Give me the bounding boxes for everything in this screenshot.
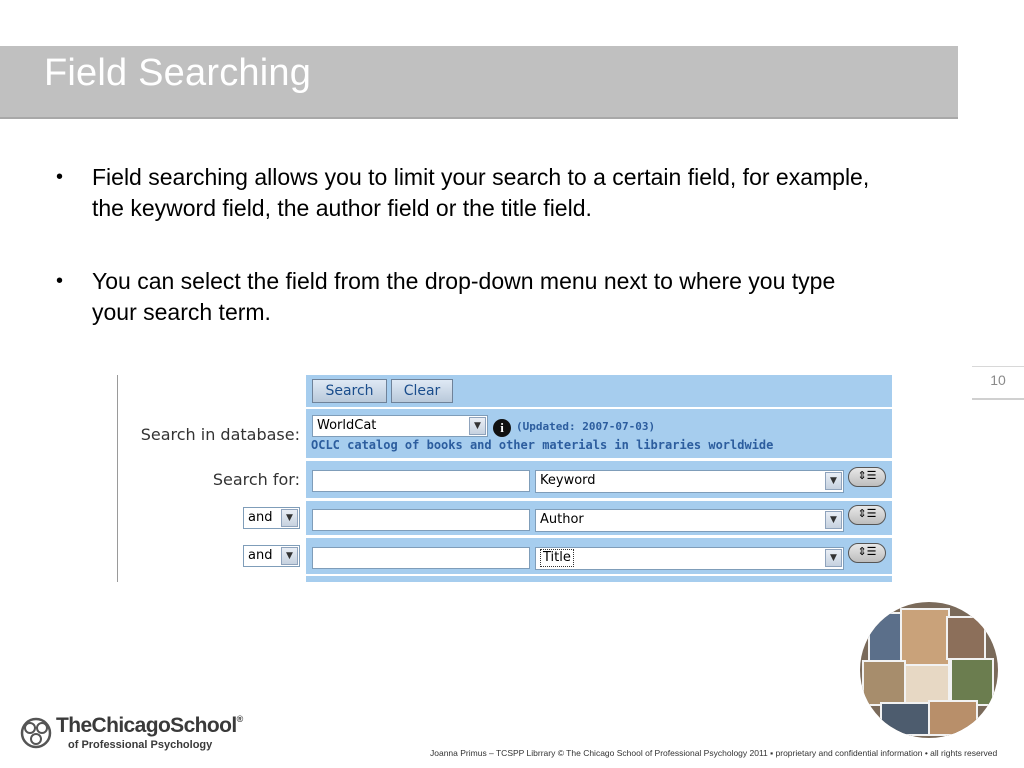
database-value: WorldCat (317, 418, 377, 433)
photo-tile (946, 616, 986, 660)
boolean-operator-value: and (248, 510, 273, 525)
chevron-down-icon: ▼ (469, 417, 486, 435)
database-select[interactable] (312, 415, 488, 437)
clear-button[interactable]: Clear (391, 379, 453, 403)
advanced-options-icon[interactable]: ⇕☰ (848, 505, 886, 525)
bullet-glyph: • (56, 270, 64, 292)
chevron-down-icon: ▼ (281, 547, 298, 565)
search-term-input-1[interactable] (312, 470, 530, 492)
bullet-item (56, 162, 876, 224)
search-button[interactable]: Search (312, 379, 387, 403)
chevron-down-icon: ▼ (281, 509, 298, 527)
logo-name-text: TheChicagoSchool (56, 714, 237, 737)
field-select-2[interactable] (535, 509, 844, 532)
bullet-glyph: • (56, 166, 64, 188)
boolean-operator-value: and (248, 548, 273, 563)
page-number: 10 (972, 366, 1024, 400)
bullet-list (56, 162, 876, 370)
field-select-value: Keyword (540, 473, 596, 488)
search-term-input-3[interactable] (312, 547, 530, 569)
boolean-operator-select-3[interactable] (243, 545, 300, 567)
field-select-3[interactable] (535, 547, 844, 570)
title-bar (0, 46, 958, 119)
advanced-options-icon[interactable]: ⇕☰ (848, 467, 886, 487)
photo-tile (880, 702, 930, 736)
chevron-down-icon: ▼ (825, 511, 842, 529)
footer-text: Joanna Primus – TCSPP Librrary © The Chicago School of Professional Psychology 2011 ▪ proprietary and confidential information • all rights reserved (430, 748, 998, 758)
bullet-item (56, 266, 876, 328)
photo-tile (950, 658, 994, 706)
logo-emblem-icon (20, 716, 52, 750)
photo-tile (862, 660, 906, 706)
slide-title: Field Searching (44, 52, 312, 94)
advanced-options-icon[interactable]: ⇕☰ (848, 543, 886, 563)
field-select-value: Author (540, 512, 584, 527)
field-select-value: Title (540, 549, 574, 567)
logo-name (56, 714, 243, 738)
logo-subtitle: of Professional Psychology (68, 739, 213, 751)
photo-tile (900, 608, 950, 668)
chevron-down-icon: ▼ (825, 472, 842, 490)
database-description: OCLC catalog of books and other materials in libraries worldwide (311, 438, 774, 452)
form-row-bottom (306, 576, 892, 582)
form-divider (117, 375, 118, 582)
search-form-screenshot (117, 375, 893, 582)
photo-tile (928, 700, 978, 736)
bullet-text: You can select the field from the drop-down menu next to where you type your search term. (92, 268, 836, 325)
chevron-down-icon: ▼ (825, 549, 842, 567)
search-term-input-2[interactable] (312, 509, 530, 531)
bullet-text: Field searching allows you to limit your search to a certain field, for example, the keyword field, the author field or the title field. (92, 164, 870, 221)
search-for-label: Search for: (212, 470, 300, 489)
photo-tile (904, 664, 950, 704)
boolean-operator-select-2[interactable] (243, 507, 300, 529)
field-select-1[interactable] (535, 470, 844, 493)
photo-collage-image (860, 602, 998, 738)
database-label: Search in database: (140, 425, 300, 444)
database-updated-text: (Updated: 2007-07-03) (516, 420, 656, 433)
info-icon[interactable]: i (493, 419, 511, 437)
logo-registered-mark: ® (236, 714, 243, 724)
